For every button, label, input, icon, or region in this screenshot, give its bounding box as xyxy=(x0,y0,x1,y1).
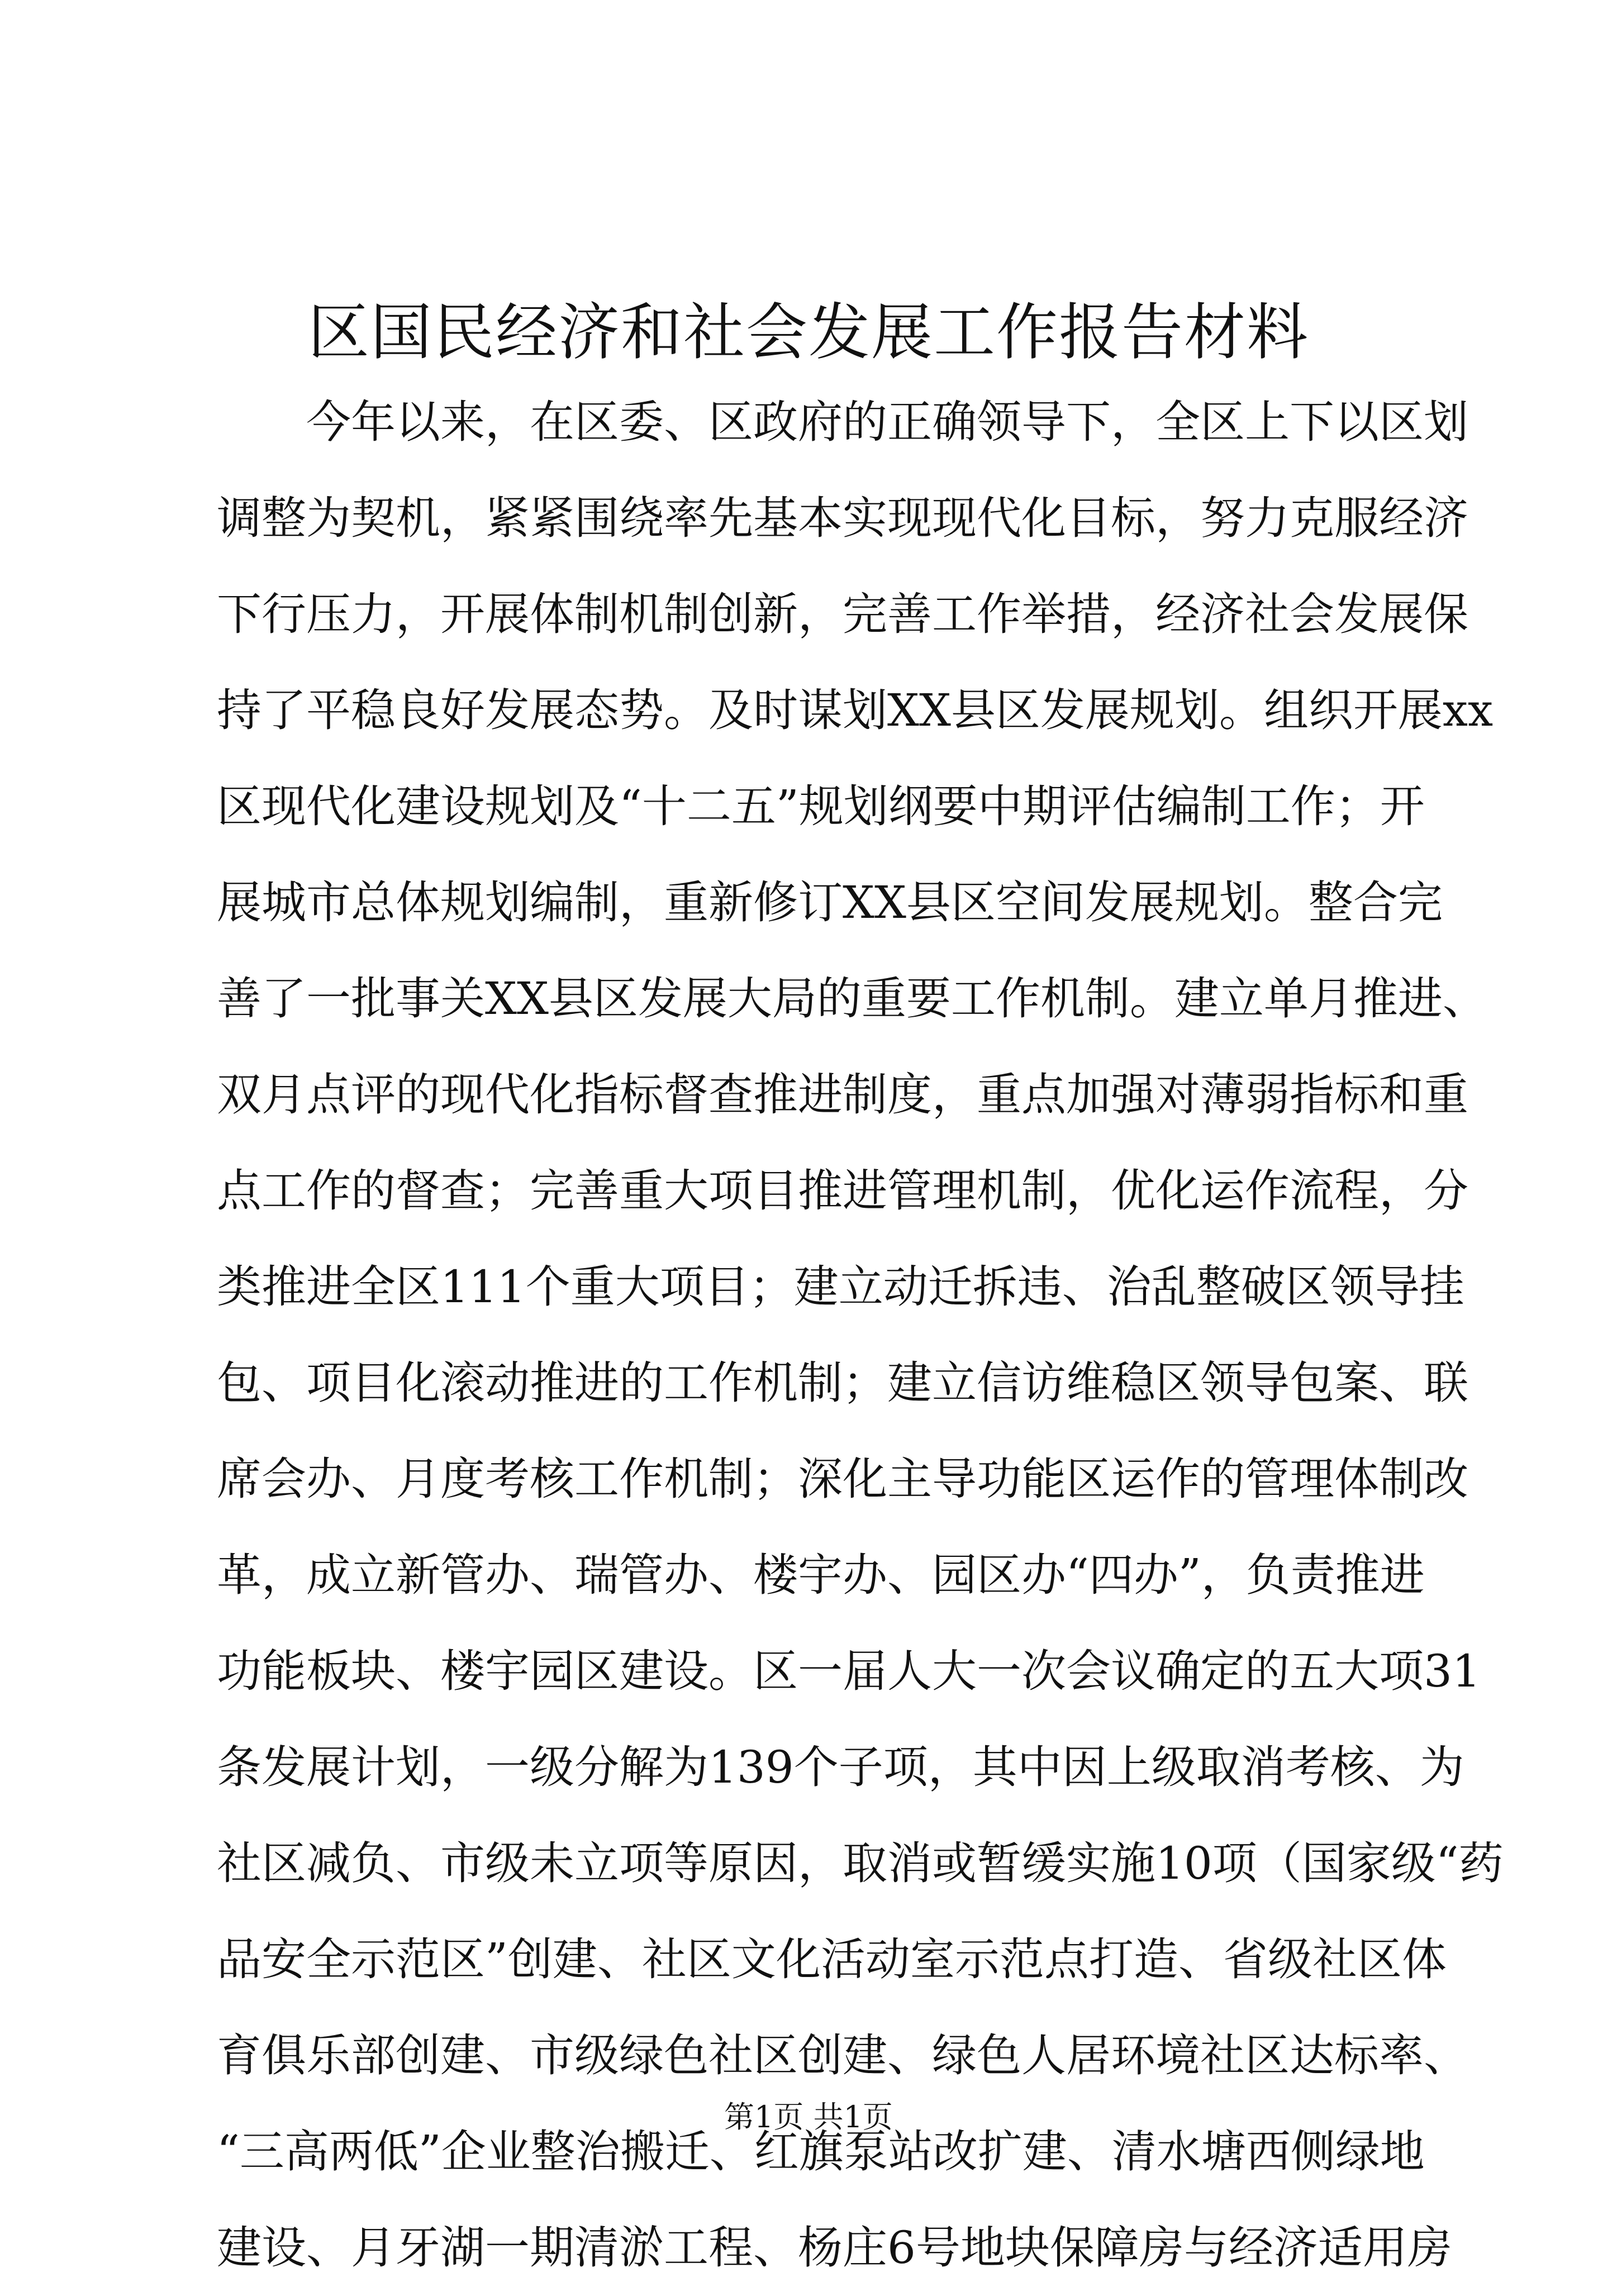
body-line: 类推进全区111个重大项目；建立动迁拆违、治乱整破区领导挂 xyxy=(217,1261,1464,1313)
body-line: 条发展计划，一级分解为139个子项，其中因上级取消考核、为 xyxy=(217,1741,1464,1793)
body-line: “三高两低”企业整治搬迁、红旗泵站改扩建、清水塘西侧绿地 xyxy=(217,2126,1425,2178)
body-line: 调整为契机，紧紧围绕率先基本实现现代化目标，努力克服经济 xyxy=(217,492,1468,544)
body-line: 点工作的督查；完善重大项目推进管理机制，优化运作流程，分 xyxy=(217,1165,1468,1217)
body-line: 下行压力，开展体制机制创新，完善工作举措，经济社会发展保 xyxy=(217,588,1468,640)
body-line: 持了平稳良好发展态势。及时谋划XX县区发展规划。组织开展xx xyxy=(217,684,1494,736)
body-line: 品安全示范区”创建、社区文化活动室示范点打造、省级社区体 xyxy=(217,1933,1447,1985)
body-line: 功能板块、楼宇园区建设。区一届人大一次会议确定的五大项31 xyxy=(217,1645,1481,1697)
body-line: 包、项目化滚动推进的工作机制；建立信访维稳区领导包案、联 xyxy=(217,1357,1468,1409)
body-line: 革，成立新管办、瑞管办、楼宇办、园区办“四办”，负责推进 xyxy=(217,1549,1425,1601)
document-body xyxy=(217,374,1504,2296)
body-line: 双月点评的现代化指标督查推进制度，重点加强对薄弱指标和重 xyxy=(217,1069,1468,1121)
document-title: 区国民经济和社会发展工作报告材料 xyxy=(308,297,1309,368)
page-footer: 第1页 共1页 xyxy=(724,2099,893,2135)
body-line: 展城市总体规划编制，重新修订XX县区空间发展规划。整合完 xyxy=(217,877,1443,928)
body-line: 建设、月牙湖一期清淤工程、杨庄6号地块保障房与经济适用房 xyxy=(217,2222,1452,2274)
body-line: 育俱乐部创建、市级绿色社区创建、绿色人居环境社区达标率、 xyxy=(217,2030,1468,2081)
body-line: 社区减负、市级未立项等原因，取消或暂缓实施10项（国家级“药 xyxy=(217,1837,1504,1889)
body-line: 今年以来，在区委、区政府的正确领导下，全区上下以区划 xyxy=(306,396,1468,448)
body-line: 区现代化建设规划及“十二五”规划纲要中期评估编制工作；开 xyxy=(217,780,1425,832)
body-line: 善了一批事关XX县区发展大局的重要工作机制。建立单月推进、 xyxy=(217,973,1487,1025)
body-line: 席会办、月度考核工作机制；深化主导功能区运作的管理体制改 xyxy=(217,1453,1468,1505)
